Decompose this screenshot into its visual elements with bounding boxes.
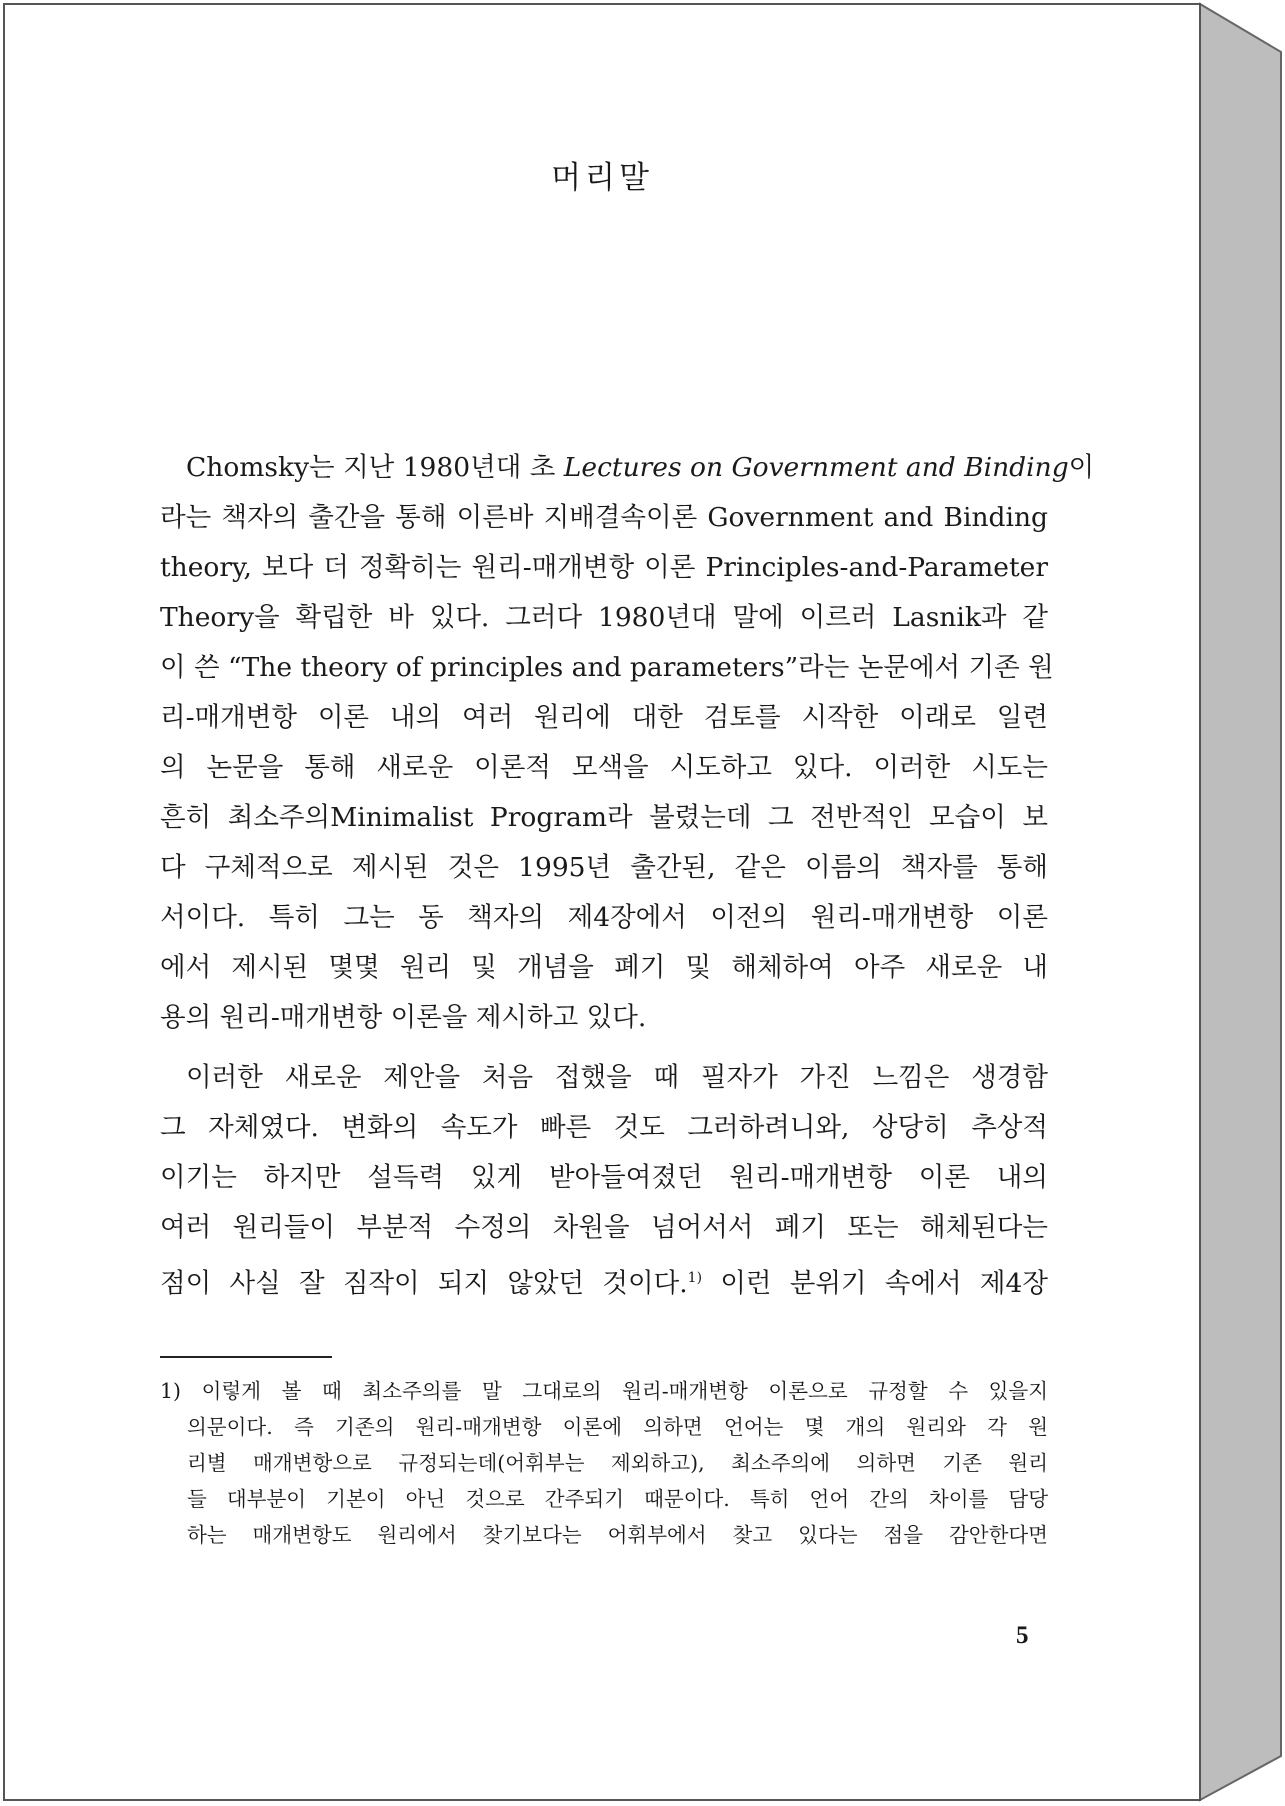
footnote-line: 들 대부분이 기본이 아닌 것으로 간주되기 때문이다. 특히 언어 간의 차이를 담당 bbox=[187, 1487, 1048, 1511]
body-text: 점이 사실 잘 짐작이 되지 않았던 것이다. bbox=[160, 1267, 688, 1299]
body-line: 에서 제시된 몇몇 원리 및 개념을 폐기 및 해체하여 아주 새로운 내 bbox=[160, 952, 1048, 983]
body-line: 의 논문을 통해 새로운 이론적 모색을 시도하고 있다. 이러한 시도는 bbox=[160, 752, 1048, 783]
body-line: 이 쓴 “The theory of principles and parameters”라는 논문에서 기존 원 bbox=[160, 652, 1054, 683]
book-spine bbox=[1200, 4, 1281, 1800]
footnote-ref: 1) bbox=[687, 1270, 703, 1286]
body-line: 이기는 하지만 설득력 있게 받아들여졌던 원리-매개변항 이론 내의 bbox=[160, 1162, 1048, 1193]
body-line: 흔히 최소주의Minimalist Program라 불렸는데 그 전반적인 모습이 보 bbox=[160, 802, 1048, 833]
footnote-line: 의문이다. 즉 기존의 원리-매개변항 이론에 의하면 언어는 몇 개의 원리와 각 원 bbox=[187, 1415, 1048, 1439]
body-line: 이러한 새로운 제안을 처음 접했을 때 필자가 가진 느낌은 생경함 bbox=[186, 1062, 1048, 1093]
body-line: Chomsky는 지난 1980년대 초 Lectures on Government and Binding이 bbox=[186, 452, 1095, 483]
body-line: 서이다. 특히 그는 동 책자의 제4장에서 이전의 원리-매개변항 이론 bbox=[160, 902, 1048, 933]
page-title: 머리말 bbox=[551, 160, 653, 196]
body-line: 라는 책자의 출간을 통해 이른바 지배결속이론 Government and Binding bbox=[160, 502, 1048, 533]
body-line: theory, 보다 더 정확히는 원리-매개변항 이론 Principles-and-Parameter bbox=[160, 552, 1048, 583]
footnote-line: 1) 이렇게 볼 때 최소주의를 말 그대로의 원리-매개변항 이론으로 규정할 수 있을지 bbox=[160, 1379, 1048, 1403]
body-line bbox=[160, 1260, 1048, 1302]
body-line: 다 구체적으로 제시된 것은 1995년 출간된, 같은 이름의 책자를 통해 bbox=[160, 852, 1048, 883]
body-line: 용의 원리-매개변항 이론을 제시하고 있다. bbox=[160, 1002, 647, 1033]
footnote-line: 하는 매개변항도 원리에서 찾기보다는 어휘부에서 찾고 있다는 점을 감안한다면 bbox=[187, 1523, 1048, 1547]
body-line: 리-매개변항 이론 내의 여러 원리에 대한 검토를 시작한 이래로 일련 bbox=[160, 702, 1048, 733]
body-line: 여러 원리들이 부분적 수정의 차원을 넘어서서 폐기 또는 해체된다는 bbox=[160, 1212, 1048, 1243]
body-line: 그 자체였다. 변화의 속도가 빠른 것도 그러하려니와, 상당히 추상적 bbox=[160, 1112, 1048, 1143]
page-number: 5 bbox=[1016, 1622, 1029, 1649]
footnote-divider bbox=[160, 1356, 332, 1358]
book-page bbox=[4, 4, 1200, 1800]
footnote-line: 리별 매개변항으로 규정되는데(어휘부는 제외하고), 최소주의에 의하면 기존 원리 bbox=[187, 1451, 1048, 1475]
body-line: Theory을 확립한 바 있다. 그러다 1980년대 말에 이르러 Lasnik과 같 bbox=[160, 602, 1048, 633]
body-text: 이런 분위기 속에서 제4장 bbox=[720, 1267, 1048, 1299]
